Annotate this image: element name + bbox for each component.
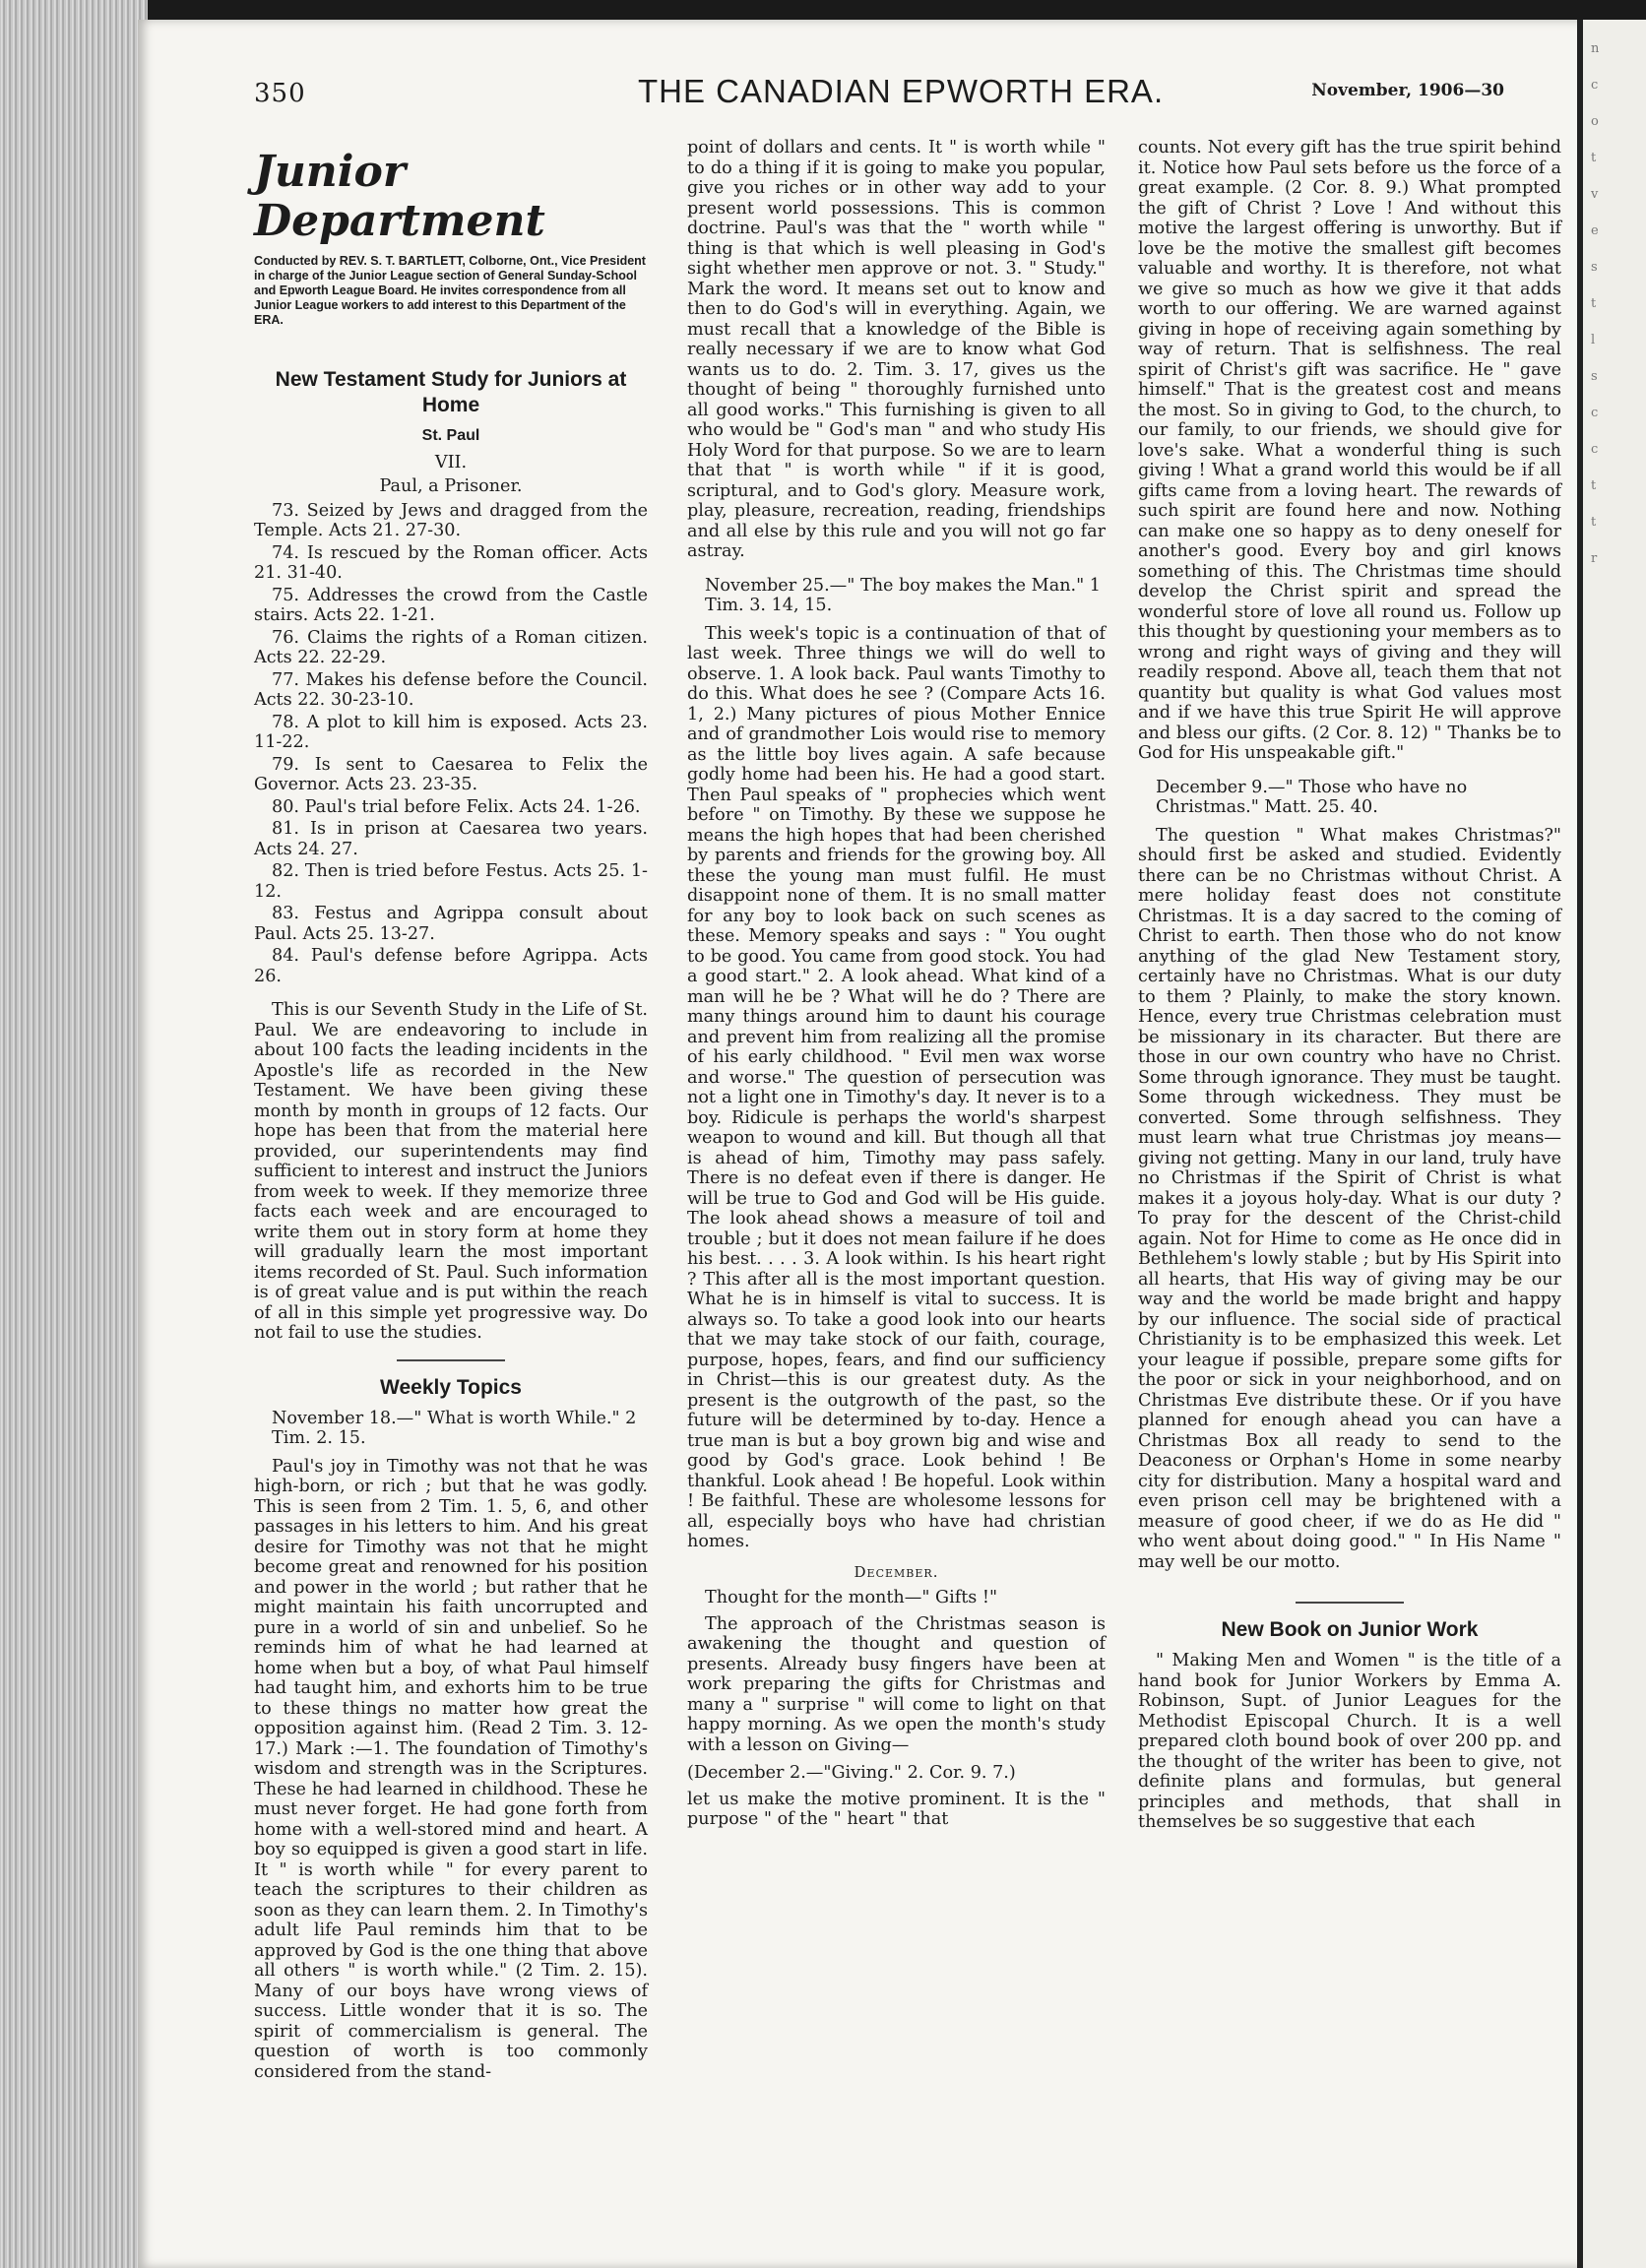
facing-page-fragment: t [1591,478,1597,493]
new-book-text: " Making Men and Women " is the title of a hand book for Junior Workers by Emma A. Robinson, Supt. of Junior Leagues for the Methodist Episcopal Church. It is a well prepared cloth bound book of over 200 pp. and the thought of the writer has been to give, not definite plans and formulas, but general principles and methods, that shall in themselves be so suggestive that each [1138,1651,1561,1832]
facing-page-fragment: o [1591,114,1599,129]
topic-heading-dec2: (December 2.—"Giving." 2. Cor. 9. 7.) [687,1763,1016,1783]
continued-text: point of dollars and cents. It " is worth while " to do a thing if it is going to make you popular, give you riches or in other way add to your present world possessions. This is common doctrine. Paul's was that the " worth while " thing is that which is well pleasing in God's sight whether men approve or not. 3. " Study." Mark the word. It means set out to know and then to do God's will in everything. Again, we must recall that a knowledge of the Bible is really necessary if we are to know what God wants us to do. 2. Tim. 3. 17, gives us the thought of being " thoroughly furnished unto all good works." This furnishing is given to all who would be " God's man " and who study His Holy Word for that purpose. So we are to learn that that " is worth while " if it is good, scriptural, and to God's glory. Measure work, play, pleasure, recreation, reading, friendships and all else by this rule and you will not go far astray. [687,138,1106,561]
topic-text-dec9: The question " What makes Christmas?" should first be asked and studied. Evidently there can be no Christmas without Christ. A mere holiday feast does not constitute Christmas. It is a day sacred to the coming of Christ to earth. Then those who do not know anything of the glad New Testament story, certainly have no Christmas. What is our duty to them ? Plainly, to make the story known. Hence, every true Christmas celebration must be missionary in its character. But there are those in our own country who have no Christ. Some through ignorance. They must be taught. Some through wickedness. They must be converted. Some through selfishness. They must learn what true Christmas joy means—giving not getting. Many in our land, truly have no Christmas if the Spirit of Christ is what makes it a joyous holy-day. What is our duty ? To pray for the descent of the Christ-child again. Not for Hime to come as He once did in Bethlehem's lowly stable ; but by His Spirit into all hearts, that His way of giving may be our way and the world be made bright and happy by our influence. The social side of practical Christianity is to be emphasized this week. Let your league if possible, prepare some gifts for the poor or sick in your neighborhood, and on Christmas Eve distribute these. Or if you have planned for enough ahead you can have a Christmas Box all ready to send to the Deaconess or Orphan's Home in some nearby city for distribution. Many a hospital ward and even prison cell may be brightened with a measure of good cheer, if we do as He did " who went about doing good." " In His Name " may well be our motto. [1138,825,1561,1572]
issue-date: November, 1906—30 [1311,81,1504,100]
list-item: 79. Is sent to Caesarea to Felix the Governor. Acts 23. 23-35. [254,754,648,794]
facing-page-fragment: s [1591,260,1598,275]
facing-page-fragment: c [1591,406,1599,420]
page-header [254,69,1504,108]
study-subject: St. Paul [421,427,480,444]
thought-for-month: Thought for the month—" Gifts !" [705,1588,998,1607]
facing-page-fragment: l [1591,333,1596,347]
facing-page-fragment: v [1591,187,1599,202]
december-intro: The approach of the Christmas season is awakening the thought and question of presents. Already busy fingers have been at work preparing the gifts for Christmas and many a " surprise " will come to light on that happy morning. As we open the month's study with a lesson on Giving— [687,1613,1106,1755]
study-number: VII. [434,452,468,472]
topic-heading-nov18: November 18.—" What is worth While." 2 Tim. 2. 15. [272,1408,637,1448]
list-item: 74. Is rescued by the Roman officer. Acts 21. 31-40. [254,542,648,583]
facing-page-fragment: t [1591,151,1597,165]
list-item: 80. Paul's trial before Felix. Acts 24. 1-26. [272,796,641,817]
column-2 [687,138,1106,1838]
topic-heading-nov25: November 25.—" The boy makes the Man." 1 Tim. 3. 14, 15. [705,575,1101,615]
continued-text: counts. Not every gift has the true spirit behind it. Notice how Paul sets before us the force of a great example. (2 Cor. 8. 9.) What prompted the gift of Christ ? Love ! And without this motive the largest offering is unworthy. But if love be the motive the smallest gift becomes valuable and worthy. It is therefore, not what we give so much as how we give it that adds worth to our offering. We are warned against giving in hope of receiving again something by way of return. That is selfishness. The real spirit of Christ's gift was sacrifice. He " gave himself." That is the greatest cost and means the most. So in giving to God, to the church, to our family, to our friends, we should give for love's sake. What a wonderful thing is such giving ! What a grand world this would be if all gifts came from a loving heart. The rewards of such spirit are found here and now. Nothing can make one so happy as to deny oneself for another's good. Every boy and girl knows something of this. The Christmas time should develop the Christ spirit and spread the wonderful store of love all round us. Follow up this thought by questioning your members as to wrong and right ways of giving and they will readily respond. Above all, teach them that not quantity but quality is what God values most and if we have this true Spirit He will approve and bless our gifts. (2 Cor. 8. 12) " Thanks be to God for His unspeakable gift." [1138,138,1561,763]
page-number: 350 [254,79,306,108]
topic-text-nov18: Paul's joy in Timothy was not that he was high-born, or rich ; but that he was godly. This is seen from 2 Tim. 1. 5, 6, and other passages in his letters to him. And his great desire for Timothy was not that he might become great and renowned for his position and power in the world ; but rather that he might maintain his faith uncorrupted and pure in a world of sin and unbelief. So he reminds him of what he had learned at home when but a boy, of what Paul himself had taught him, and exhorts him to be true to these things no matter how great the opposition against him. (Read 2 Tim. 3. 12-17.) Mark :—1. The foundation of Timothy's wisdom and strength was in the Scriptures. These he had learned in childhood. These he must never forget. He had gone forth from home with a well-stored mind and heart. A boy so equipped is given a good start in life. It " is worth while " for every parent to teach the scriptures to their children as soon as they can learn them. 2. In Timothy's adult life Paul reminds him that to be approved by God is the one thing that above all others " is worth while." (2 Tim. 2. 15). Many of our boys have wrong views of success. Little wonder that it is so. The spirit of commercialism is general. The question of worth is too commonly considered from the stand- [254,1456,648,2082]
list-item: 77. Makes his defense before the Council. Acts 22. 30-23-10. [254,669,648,710]
section-divider [397,1359,505,1361]
department-note: Conducted by REV. S. T. BARTLETT, Colborne, Ont., Vice President in charge of the Junior League section of General Sunday-School and Epworth League Board. He invites correspondence from all Junior League workers to add interest to this Department of the ERA. [254,254,646,327]
facing-page-fragment: c [1591,442,1599,457]
facing-page-fragment: t [1591,296,1597,311]
study-paragraph: This is our Seventh Study in the Life of St. Paul. We are endeavoring to include in about 100 facts the leading incidents in the Apostle's life as recorded in the New Testament. We have been giving these month by month in groups of 12 facts. Our hope has been that from the material here provided, our superintendents may find sufficient to interest and instruct the Juniors from week to week. If they memorize three facts each week and are encouraged to write them out in story form at home they will gradually learn the most important items recorded of St. Paul. Such information is of great value and is put within the reach of all in this simple yet progressive way. Do not fail to use the studies. [254,1000,648,1343]
list-item: 73. Seized by Jews and dragged from the Temple. Acts 21. 27-30. [254,500,648,540]
facing-page-fragment: r [1591,551,1598,566]
weekly-topics-title: Weekly Topics [380,1375,522,1399]
study-topic: Paul, a Prisoner. [379,476,523,496]
list-item: 75. Addresses the crowd from the Castle stairs. Acts 22. 1-21. [254,585,648,625]
book-page-edges [0,0,148,2268]
study-title: New Testament Study for Juniors at Home [275,368,627,416]
topic-heading-dec9: December 9.—" Those who have no Christmas." Matt. 25. 40. [1156,777,1468,817]
december-heading: December. [854,1562,939,1581]
department-title: Junior Department [254,147,545,246]
facing-page-fragment: e [1591,223,1599,238]
new-book-title: New Book on Junior Work [1221,1618,1479,1641]
facing-page-fragment: c [1591,78,1599,93]
list-item: 84. Paul's defense before Agrippa. Acts 26. [254,946,648,986]
list-item: 82. Then is tried before Festus. Acts 25. 1-12. [254,861,648,902]
column-3 [1138,138,1561,1841]
section-divider [1296,1602,1404,1604]
topic-text-nov25: This week's topic is a continuation of that of last week. Three things we will do well to observe. 1. A look back. Paul wants Timothy to do this. What does he see ? (Compare Acts 16. 1, 2.) Many pictures of pious Mother Ennice and of grandmother Lois would rise to memory as the little boy lives again. A safe because godly home had been his. He had a good start. Then Paul speaks of " prophecies which went before " on Timothy. By these we suppose he means the high hopes that had been cherished by parents and friends for the growing boy. All these the young man must fulfil. He must disappoint none of them. It is no small matter for any boy to look back on such scenes as these. Memory speaks and says : " You ought to be good. You came from good stock. You had a good start." 2. A look ahead. What kind of a man will he be ? What will he do ? There are many things around him to daunt his courage and prevent him from realizing all the promise of his early childhood. " Evil men wax worse and worse." The question of persecution was not a light one in Timothy's day. It never is to a boy. Ridicule is perhaps the world's sharpest weapon to wound and kill. But though all that is ahead of him, Timothy may pass safely. There is no defeat even if there is danger. He will be true to God and God will be His guide. The look ahead shows a measure of toil and trouble ; but it does not mean failure if he does his best. . . . 3. A look within. Is his heart right ? This after all is the most important question. What he is in himself is vital to success. It is always so. To take a good look into our hearts that we may take stock of our faith, courage, purpose, hopes, fears, and find our sufficiency in Christ—this is our greatest duty. As the present is the outgrowth of the past, so the future will be determined by to-day. Hence a true man is but a boy grown big and wise and good by God's grace. Look behind ! Be thankful. Look ahead ! Be hopeful. Look within ! Be faithful. These are wholesome lessons for all, especially boys who have had christian homes. [687,623,1106,1551]
list-item: 78. A plot to kill him is exposed. Acts 23. 11-22. [254,712,648,752]
next-page-strip [1577,20,1646,2268]
list-item: 81. Is in prison at Caesarea two years. Acts 24. 27. [254,819,648,859]
topic-text-dec2: let us make the motive prominent. It is the " purpose " of the " heart " that [687,1789,1106,1829]
facing-page-fragment: s [1591,369,1598,384]
list-item: 83. Festus and Agrippa consult about Paul. Acts 25. 13-27. [254,904,648,944]
facing-page-fragment: n [1591,41,1600,56]
study-entries [254,501,648,987]
facing-page-fragment: t [1591,515,1597,530]
magazine-title: THE CANADIAN EPWORTH ERA. [638,73,1165,109]
column-1 [254,138,648,2090]
list-item: 76. Claims the rights of a Roman citizen. Acts 22. 22-29. [254,627,648,667]
